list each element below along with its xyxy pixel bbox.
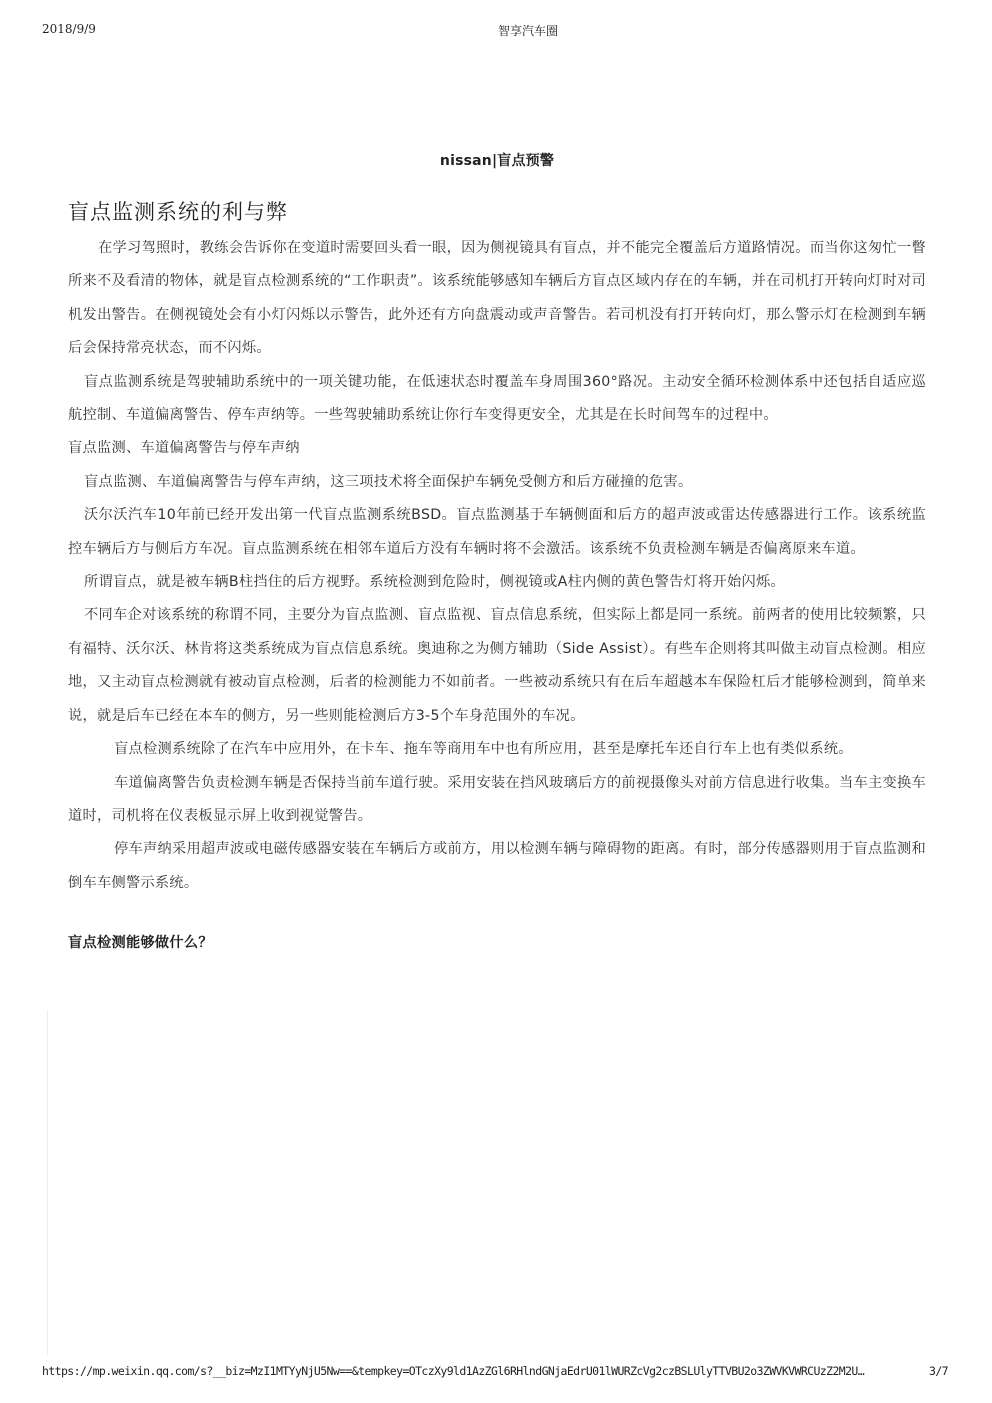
paragraph-three-technologies: 盲点监测、车道偏离警告与停车声纳，这三项技术将全面保护车辆免受侧方和后方碰撞的危害。 xyxy=(84,473,693,490)
print-date: 2018/9/9 xyxy=(42,22,96,36)
print-footer xyxy=(0,1364,992,1382)
paragraph-naming: 不同车企对该系统的称谓不同，主要分为盲点监测、盲点监视、盲点信息系统，但实际上都是同一系统。前两者的使用比较频繁，只有福特、沃尔沃、林肯将这类系统成为盲点信息系统。奥迪称之为侧方辅助（Side Assist）。有些车企则将其叫做主动盲点检测。相应地，又主动盲点检测就有被动盲点检测，后者的检测能力不如前者。一些被动系统只有在后车超越本车保险杠后才能够检测到，简单来说，就是后车已经在本车的侧方，另一些则能检测后方3-5个车身范围外的车况。 xyxy=(68,607,926,724)
page-divider xyxy=(47,1010,48,1355)
paragraph-driver-assist: 盲点监测系统是驾驶辅助系统中的一项关键功能，在低速状态时覆盖车身周围360°路况。主动安全循环检测体系中还包括自适应巡航控制、车道偏离警告、停车声纳等。一些驾驶辅助系统让你行车变得更安全，尤其是在长时间驾车的过程中。 xyxy=(68,373,926,424)
page-url: https://mp.weixin.qq.com/s?__biz=MzI1MTYyNjU5Nw==&tempkey=OTczXy9ld1AzZGl6RHlndGNjaEdrU01lWURZcVg2czBSLUlyTTVBU2o3ZWVKVWRCUzZ2M2U… xyxy=(42,1364,865,1378)
paragraph-blind-spot-definition: 所谓盲点，就是被车辆B柱挡住的后方视野。系统检测到危险时，侧视镜或A柱内侧的黄色警告灯将开始闪烁。 xyxy=(84,574,785,591)
paragraph-volvo-bsd: 沃尔沃汽车10年前已经开发出第一代盲点监测系统BSD。盲点监测基于车辆侧面和后方的超声波或雷达传感器进行工作。该系统监控车辆后方与侧后方车况。盲点监测系统在相邻车道后方没有车辆时将不会激活。该系统不负责检测车辆是否偏离原来车道。 xyxy=(68,507,926,557)
section-title: nissan|盲点预警 xyxy=(439,153,555,169)
article-heading: 盲点监测系统的利与弊 xyxy=(68,200,288,224)
question-heading: 盲点检测能够做什么？ xyxy=(68,935,213,952)
paragraph-parking-sonar: 停车声纳采用超声波或电磁传感器安装在车辆后方或前方，用以检测车辆与障碍物的距离。有时，部分传感器则用于盲点监测和倒车车侧警示系统。 xyxy=(68,841,926,891)
page-number: 3/7 xyxy=(929,1364,948,1378)
paragraph-lane-departure: 车道偏离警告负责检测车辆是否保持当前车道行驶。采用安装在挡风玻璃后方的前视摄像头对前方信息进行收集。当车主变换车道时，司机将在仪表板显示屏上收到视觉警告。 xyxy=(68,774,926,824)
site-name: 智享汽车圈 xyxy=(497,24,558,38)
paragraph-intro: 在学习驾照时，教练会告诉你在变道时需要回头看一眼，因为侧视镜具有盲点，并不能完全覆盖后方道路情况。而当你这匆忙一瞥所来不及看清的物体，就是盲点检测系统的“工作职责”。该系统能够感知车辆后方盲点区域内存在的车辆，并在司机打开转向灯时对司机发出警告。在侧视镜处会有小灯闪烁以示警告，此外还有方向盘震动或声音警告。若司机没有打开转向灯，那么警示灯在检测到车辆后会保持常亮状态，而不闪烁。 xyxy=(68,240,926,357)
print-header xyxy=(0,22,992,42)
paragraph-commercial-use: 盲点检测系统除了在汽车中应用外，在卡车、拖车等商用车中也有所应用，甚至是摩托车还自行车上也有类似系统。 xyxy=(114,741,853,758)
subsection-heading: 盲点监测、车道偏离警告与停车声纳 xyxy=(68,440,300,457)
article-body xyxy=(68,150,926,954)
